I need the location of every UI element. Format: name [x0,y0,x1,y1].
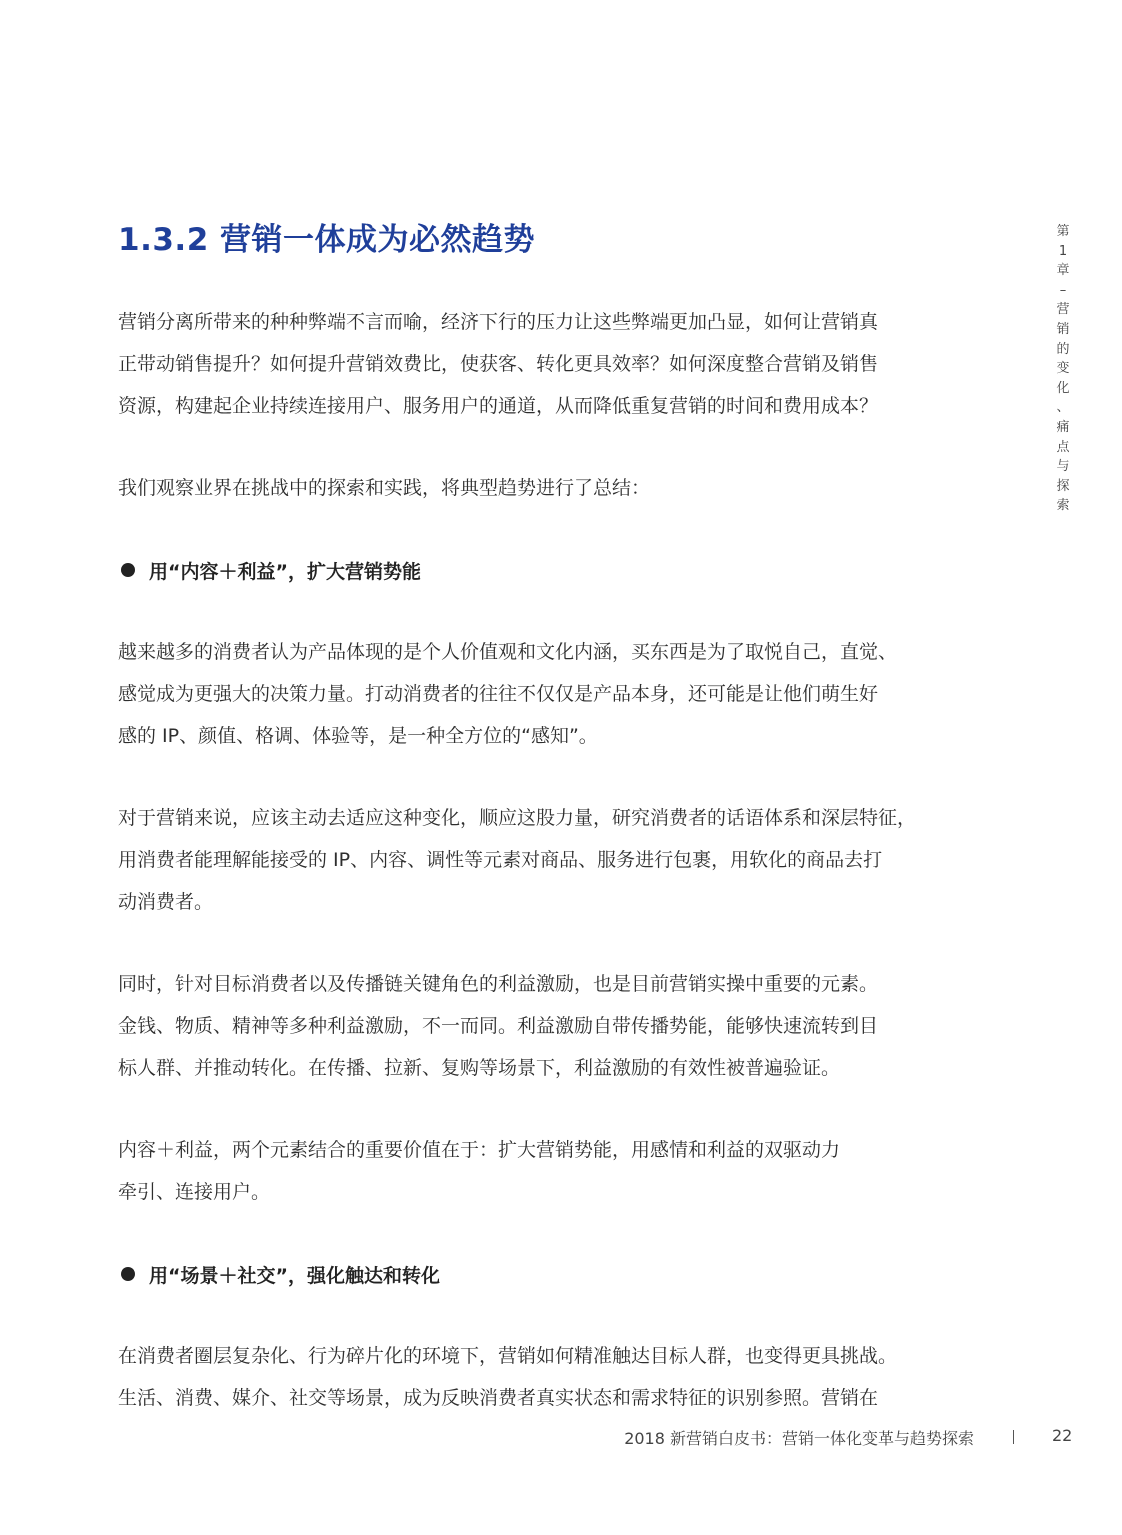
chapter-tab-char: 索 [1056,498,1070,514]
chapter-tab-char: 1 [1058,243,1068,259]
chapter-tab-char: 点 [1056,439,1070,455]
paragraph [118,797,978,923]
text-line: 牵引、连接用户。 [118,1181,271,1203]
paragraph [118,1129,978,1213]
text-line: 内容＋利益，两个元素结合的重要价值在于：扩大营销势能，用感情和利益的双驱动力 [118,1139,841,1161]
chapter-tab-char: 痛 [1056,419,1070,435]
text-line: 生活、消费、媒介、社交等场景，成为反映消费者真实状态和需求特征的识别参照。营销在 [118,1387,879,1409]
paragraph [118,631,978,757]
text-line: 对于营销来说，应该主动去适应这种变化，顺应这股力量，研究消费者的话语体系和深层特征， [118,807,917,829]
paragraph [118,963,978,1089]
bullet-heading-scene-social [118,1253,978,1295]
text-line: 金钱、物质、精神等多种利益激励，不一而同。利益激励自带传播势能，能够快速流转到目 [118,1015,879,1037]
text-line: 动消费者。 [118,891,214,913]
page-footer [0,1422,1122,1452]
article-body [118,301,978,1419]
text-line: 标人群、并推动转化。在传播、拉新、复购等场景下，利益激励的有效性被普遍验证。 [118,1057,841,1079]
chapter-tab-char: 化 [1056,380,1070,396]
text-line: 感觉成为更强大的决策力量。打动消费者的往往不仅仅是产品本身，还可能是让他们萌生好 [118,683,879,705]
bullet-heading-content-benefit [118,549,978,591]
bullet-dot-icon [121,563,135,577]
text-line: 资源，构建起企业持续连接用户、服务用户的通道，从而降低重复营销的时间和费用成本？ [118,395,879,417]
bullet-heading-text: 用“场景＋社交”，强化触达和转化 [149,1264,440,1287]
footer-title: 2018 新营销白皮书：营销一体化变革与趋势探索 [624,1429,974,1448]
page-number: 22 [1052,1426,1073,1445]
text-line: 用消费者能理解能接受的 IP、内容、调性等元素对商品、服务进行包裹，用软化的商品去打 [118,849,883,871]
text-line: 越来越多的消费者认为产品体现的是个人价值观和文化内涵，买东西是为了取悦自己，直觉、 [118,641,898,663]
chapter-tab-char: 变 [1056,361,1070,377]
chapter-tab-char: 章 [1056,263,1070,279]
chapter-tab-char: – [1059,282,1067,298]
bullet-dot-icon [121,1267,135,1281]
footer-divider [1013,1430,1014,1444]
intro-paragraph [118,301,978,427]
summary-paragraph [118,467,978,509]
chapter-tab-char: 的 [1056,341,1070,357]
text-line: 感的 IP、颜值、格调、体验等，是一种全方位的“感知”。 [118,725,598,747]
chapter-tab-char: 营 [1056,302,1070,318]
text-line: 我们观察业界在挑战中的探索和实践，将典型趋势进行了总结： [118,477,651,499]
paragraph [118,1335,978,1419]
text-line: 正带动销售提升？如何提升营销效费比，使获客、转化更具效率？如何深度整合营销及销售 [118,353,879,375]
text-line: 营销分离所带来的种种弊端不言而喻，经济下行的压力让这些弊端更加凸显，如何让营销真 [118,311,879,333]
chapter-tab-char: 第 [1056,224,1070,239]
chapter-tab-char: 探 [1056,478,1070,494]
chapter-tab-char: 销 [1056,321,1070,337]
chapter-tab-char: 与 [1056,459,1070,475]
bullet-heading-text: 用“内容＋利益”，扩大营销势能 [149,560,421,583]
section-heading: 1.3.2 营销一体成为必然趋势 [118,222,536,258]
text-line: 在消费者圈层复杂化、行为碎片化的环境下，营销如何精准触达目标人群，也变得更具挑战。 [118,1345,898,1367]
chapter-tab-char: 、 [1056,400,1070,416]
chapter-side-tab [1052,222,1074,516]
text-line: 同时，针对目标消费者以及传播链关键角色的利益激励，也是目前营销实操中重要的元素。 [118,973,879,995]
